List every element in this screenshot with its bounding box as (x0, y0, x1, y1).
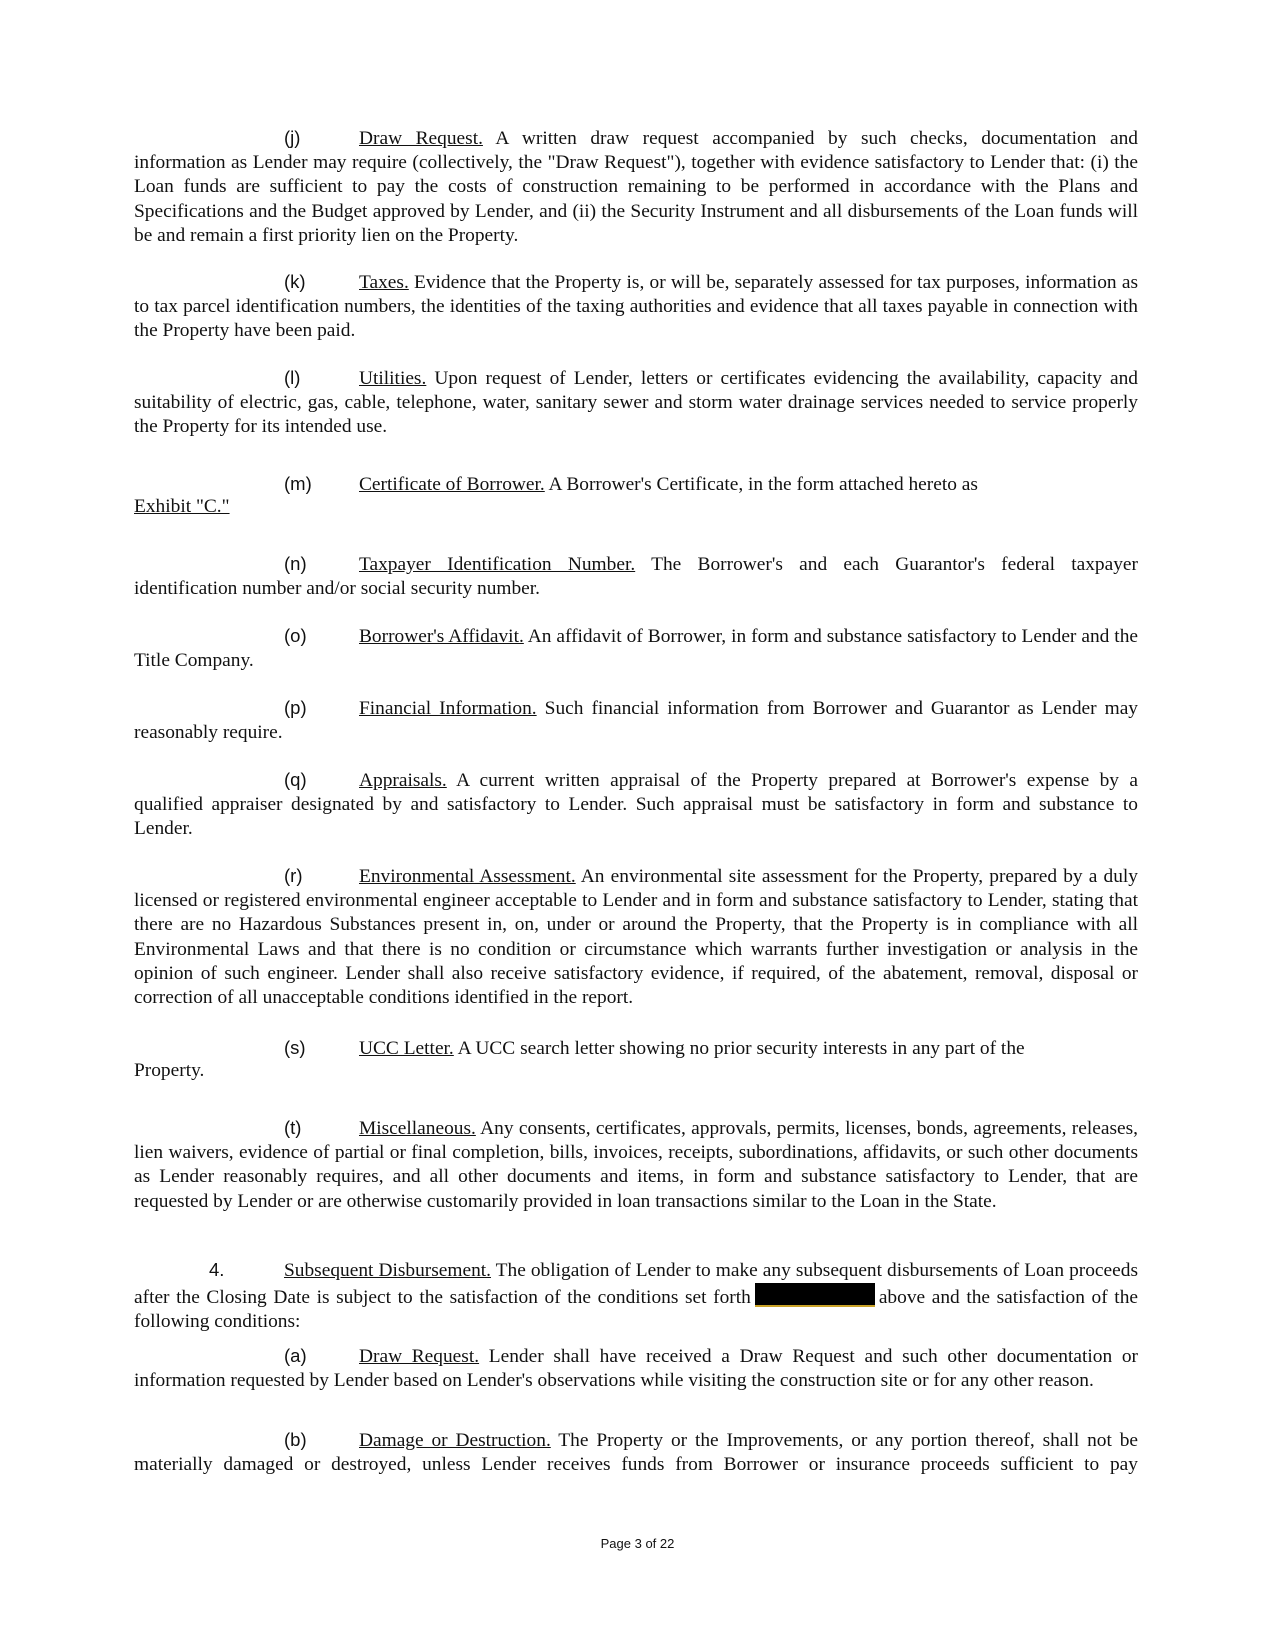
item-marker: (o) (284, 625, 307, 646)
item-m (134, 472, 1074, 497)
item-marker: (s) (284, 1037, 306, 1058)
item-p (134, 696, 1138, 745)
item-heading: Borrower's Affidavit. (359, 626, 524, 647)
sub-item-b (134, 1428, 1138, 1477)
item-t (134, 1116, 1138, 1214)
item-marker: (j) (284, 127, 301, 148)
item-marker: (k) (284, 271, 306, 292)
item-marker: (l) (284, 367, 301, 388)
item-text: A current written appraisal of the Property prepared at Borrower's expense by a qualified appraiser designated by and satisfactory to Lender. Such appraisal must be satisfactory in form and substance to Lender. (134, 770, 1138, 840)
item-s (134, 1036, 1074, 1061)
item-marker: (b) (284, 1429, 307, 1450)
item-marker: (p) (284, 697, 307, 718)
item-text: A Borrower's Certificate, in the form attached hereto as (544, 474, 978, 495)
item-marker: (q) (284, 769, 307, 790)
item-heading: Miscellaneous. (359, 1118, 476, 1139)
item-marker: (m) (284, 473, 312, 494)
item-marker: (r) (284, 865, 303, 886)
item-text: The Borrower's and each Guarantor's federal taxpayer identification number and/or social security number. (134, 554, 1138, 600)
item-heading: Utilities. (359, 368, 427, 389)
item-marker: (t) (284, 1117, 302, 1138)
item-heading: Appraisals. (359, 770, 447, 791)
item-text: Such financial information from Borrower and Guarantor as Lender may reasonably require. (134, 698, 1138, 744)
item-text: The Property or the Improvements, or any portion thereof, shall not be materially damaged or destroyed, unless Lender receives funds from Borrower or insurance proceeds sufficient to pay (134, 1430, 1139, 1476)
item-heading: Damage or Destruction. (359, 1430, 551, 1451)
item-s-continuation: Property. (134, 1060, 205, 1081)
exhibit-reference: Exhibit "C." (134, 496, 230, 517)
section-marker: 4. (209, 1259, 225, 1280)
item-heading: Taxpayer Identification Number. (359, 554, 636, 575)
item-text: An affidavit of Borrower, in form and substance satisfactory to Lender and the Title Company. (134, 626, 1138, 672)
item-heading: UCC Letter. (359, 1038, 454, 1059)
item-l (134, 366, 1138, 440)
item-text: Any consents, certificates, approvals, permits, licenses, bonds, agreements, releases, lien waivers, evidence of partial or final completion, bills, invoices, receipts, subordinations, affidavits, or such other documents as Lender reasonably requires, and all other documents and items, in form and substance satisfactory to Lender, that are requested by Lender or are otherwise customarily provided in loan transactions similar to the Loan in the State. (134, 1118, 1138, 1212)
item-heading: Draw Request. (359, 128, 483, 149)
section-4 (134, 1258, 1138, 1335)
item-text: Upon request of Lender, letters or certificates evidencing the availability, capacity and suitability of electric, gas, cable, telephone, water, sanitary sewer and storm water drainage services needed to service properly the Property for its intended use. (134, 368, 1138, 438)
item-text: A UCC search letter showing no prior security interests in any part of the (453, 1038, 1025, 1059)
sub-item-a (134, 1344, 1138, 1393)
item-j (134, 126, 1138, 248)
item-heading: Taxes. (359, 272, 409, 293)
item-text: Evidence that the Property is, or will be, separately assessed for tax purposes, information as to tax parcel identification numbers, the identities of the taxing authorities and evidence that all taxes payable in connection with the Property have been paid. (134, 272, 1138, 342)
item-text: An environmental site assessment for the Property, prepared by a duly licensed or registered environmental engineer acceptable to Lender and in form and substance satisfactory to Lender, stating that there are no Hazardous Substances present in, on, under or around the Property, that the Property is in compliance with all Environmental Laws and that there is no condition or circumstance which warrants further investigation or analysis in the opinion of such engineer. Lender shall also receive satisfactory evidence, if required, of the abatement, removal, disposal or correction of all unacceptable conditions identified in the report. (134, 866, 1138, 1009)
item-heading: Environmental Assessment. (359, 866, 576, 887)
item-text: A written draw request accompanied by such checks, documentation and information as Lender may require (collectively, the "Draw Request"), together with evidence satisfactory to Lender that: (i) the Loan funds are sufficient to pay the costs of construction remaining to be performed in accordance with the Plans and Specifications and the Budget approved by Lender, and (ii) the Security Instrument and all disbursements of the Loan funds will be and remain a first priority lien on the Property. (134, 128, 1138, 246)
section-heading: Subsequent Disbursement. (284, 1260, 491, 1281)
item-o (134, 624, 1138, 673)
item-q (134, 768, 1138, 842)
item-n (134, 552, 1138, 601)
redaction-block (755, 1283, 875, 1307)
item-text: Lender shall have received a Draw Request and such other documentation or information requested by Lender based on Lender's observations while visiting the construction site or for any other reason. (134, 1346, 1138, 1392)
item-marker: (a) (284, 1345, 307, 1366)
page-number: Page 3 of 22 (600, 1536, 675, 1551)
section-text-after: above and the satisfaction of the following conditions: (134, 1287, 1138, 1333)
item-heading: Financial Information. (359, 698, 537, 719)
section-text-before: The obligation of Lender to make any subsequent disbursements of Loan proceeds after the Closing Date is subject to the satisfaction of the conditions set forth (134, 1260, 1138, 1309)
item-k (134, 270, 1138, 344)
item-marker: (n) (284, 553, 307, 574)
item-heading: Draw Request. (359, 1346, 480, 1367)
item-heading: Certificate of Borrower. (359, 474, 545, 495)
item-r (134, 864, 1138, 1010)
